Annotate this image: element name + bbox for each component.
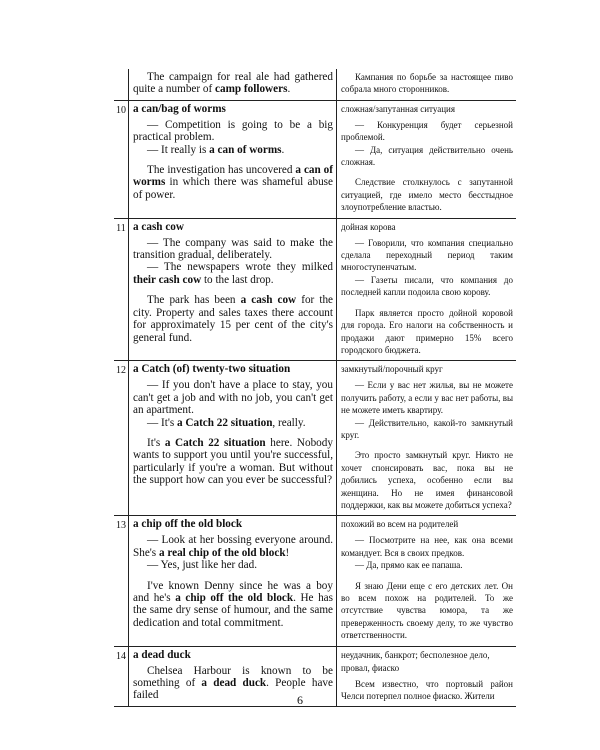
entry-number: 13 (114, 516, 129, 646)
headword-translation: дойная корова (341, 221, 396, 232)
dialog-line-ru: — Конкуренция будет серьезной проблемой. (341, 119, 513, 143)
example-en: I've known Denny since he was a boy and he's a chip off the old block. He has the same dry sense of humour, and the same dedication and total commitment. (133, 579, 333, 629)
idiom-highlight: a Catch 22 situation (177, 416, 273, 429)
dialog-line-en: — The newspapers wrote they milked their cash cow to the last drop. (133, 261, 333, 286)
headword-translation: сложная/запутанная ситуация (341, 103, 456, 114)
idiom-highlight: their cash cow (133, 273, 202, 286)
idiom-highlight: a can of worms (133, 164, 333, 189)
dialog-line-ru: — Если у вас нет жилья, вы не можете получить работу, а если у вас нет работы, вы не можете иметь квартиру. (341, 380, 513, 416)
dialog-line-en: — It's a Catch 22 situation, really. (147, 416, 306, 429)
dialog-line-en: — The company was said to make the transition gradual, deliberately. (133, 236, 333, 262)
headword: a Catch (of) twenty-two situation (133, 363, 291, 376)
dialog-line-en: — Look at her bossing everyone around. She's a real chip of the old block! (133, 534, 333, 559)
dialog-line-en: — Yes, just like her dad. (147, 559, 258, 572)
example-en: Chelsea Harbour is known to be something of a dead duck. People have failed (133, 664, 333, 702)
dialog-line-ru: — Да, прямо как ее папаша. (355, 560, 463, 571)
table-row (114, 100, 516, 218)
dialog-line-en: — It really is a can of worms. (147, 143, 285, 156)
dialog-line-ru: — Действительно, какой-то замкнутый круг. (341, 417, 513, 440)
example-ru: Я знаю Дени еще с его детских лет. Он во всем похож на родителей. То же отсутствие чувства юмора, та же преверженность своему делу, то же чувство ответственности. (341, 580, 513, 641)
headword-translation: замкнутый/порочный круг (341, 364, 443, 375)
headword: a cash cow (133, 220, 184, 233)
example-ru: Это просто замкнутый круг. Никто не хочет спонсировать вас, пока вы не добились успеха, особенно если вы женщина. Но не имея финансовой поддержки, как вы можете добиться успеха? (341, 450, 513, 510)
headword-translation: неудачник, банкрот; бесполезное дело, провал, фиаско (341, 649, 490, 673)
dialog-line-en: — If you don't have a place to stay, you can't get a job and with no job, you can't get an apartment. (133, 379, 333, 417)
dialog-line-en: — Competition is going to be a big practical problem. (133, 118, 333, 144)
dialog-line-ru: — Говорили, что компания специально сделала переходный период таким многоступенчатым. (341, 237, 513, 273)
example-en: The investigation has uncovered a can of worms in which there was shameful abuse of power. (133, 164, 333, 201)
page (114, 69, 513, 707)
example-en: The park has been a cash cow for the city. Property and sales taxes there account for approximately 15 per cent of the city's general fund. (133, 294, 334, 344)
dialog-line-ru: — Газеты писали, что компания до последней капли подоила свою корову. (341, 274, 513, 298)
idiom-highlight: a cash cow (240, 294, 297, 307)
entry-number: 12 (114, 361, 129, 516)
idiom-highlight: camp followers (215, 83, 288, 96)
page-number: 6 (297, 693, 303, 707)
idiom-highlight: a can of worms (209, 143, 282, 156)
example-en: It's a Catch 22 situation here. Nobody wants to support you until you're successful, particularly if you're a woman. But without the support how can you ever be successful? (133, 436, 333, 487)
entry-number: 10 (114, 100, 129, 218)
idiom-highlight: a dead duck (201, 677, 267, 690)
table-row (114, 361, 516, 516)
table-row (114, 516, 516, 646)
dialog-line-ru: — Да, ситуация действительно очень сложная. (341, 144, 513, 168)
phrase-table (114, 69, 516, 707)
entry-number: 14 (114, 646, 129, 707)
dialog-line-ru: — Посмотрите на нее, как она всеми командует. Вся в своих предков. (341, 535, 513, 558)
idiom-highlight: a real chip of the old block (158, 546, 286, 559)
example-ru: Парк является просто дойной коровой для города. Его налоги на собственность и продажи дают примерно 15% всего городского бюджета. (341, 307, 513, 355)
headword: a dead duck (133, 648, 191, 661)
table-row (114, 69, 516, 100)
headword: a can/bag of worms (133, 102, 226, 115)
example-ru: Всем известно, что портовый район Челси потерпел полное фиаско. Жители (341, 678, 513, 702)
entry-number: 11 (114, 218, 129, 361)
table-row (114, 218, 516, 361)
example-ru: Кампания по борьбе за настоящее пиво собрала много сторонников. (341, 72, 513, 95)
example-ru: Следствие столкнулось с запутанной ситуацией, где имело место бесстыдное злоупотребление властью. (341, 177, 513, 213)
idiom-highlight: a Catch 22 situation (164, 436, 266, 449)
idiom-highlight: a chip off the old block (175, 592, 294, 604)
headword-translation: похожий во всем на родителей (341, 519, 459, 530)
example-en: The campaign for real ale had gathered quite a number of camp followers. (133, 71, 333, 96)
headword: a chip off the old block (133, 518, 243, 531)
